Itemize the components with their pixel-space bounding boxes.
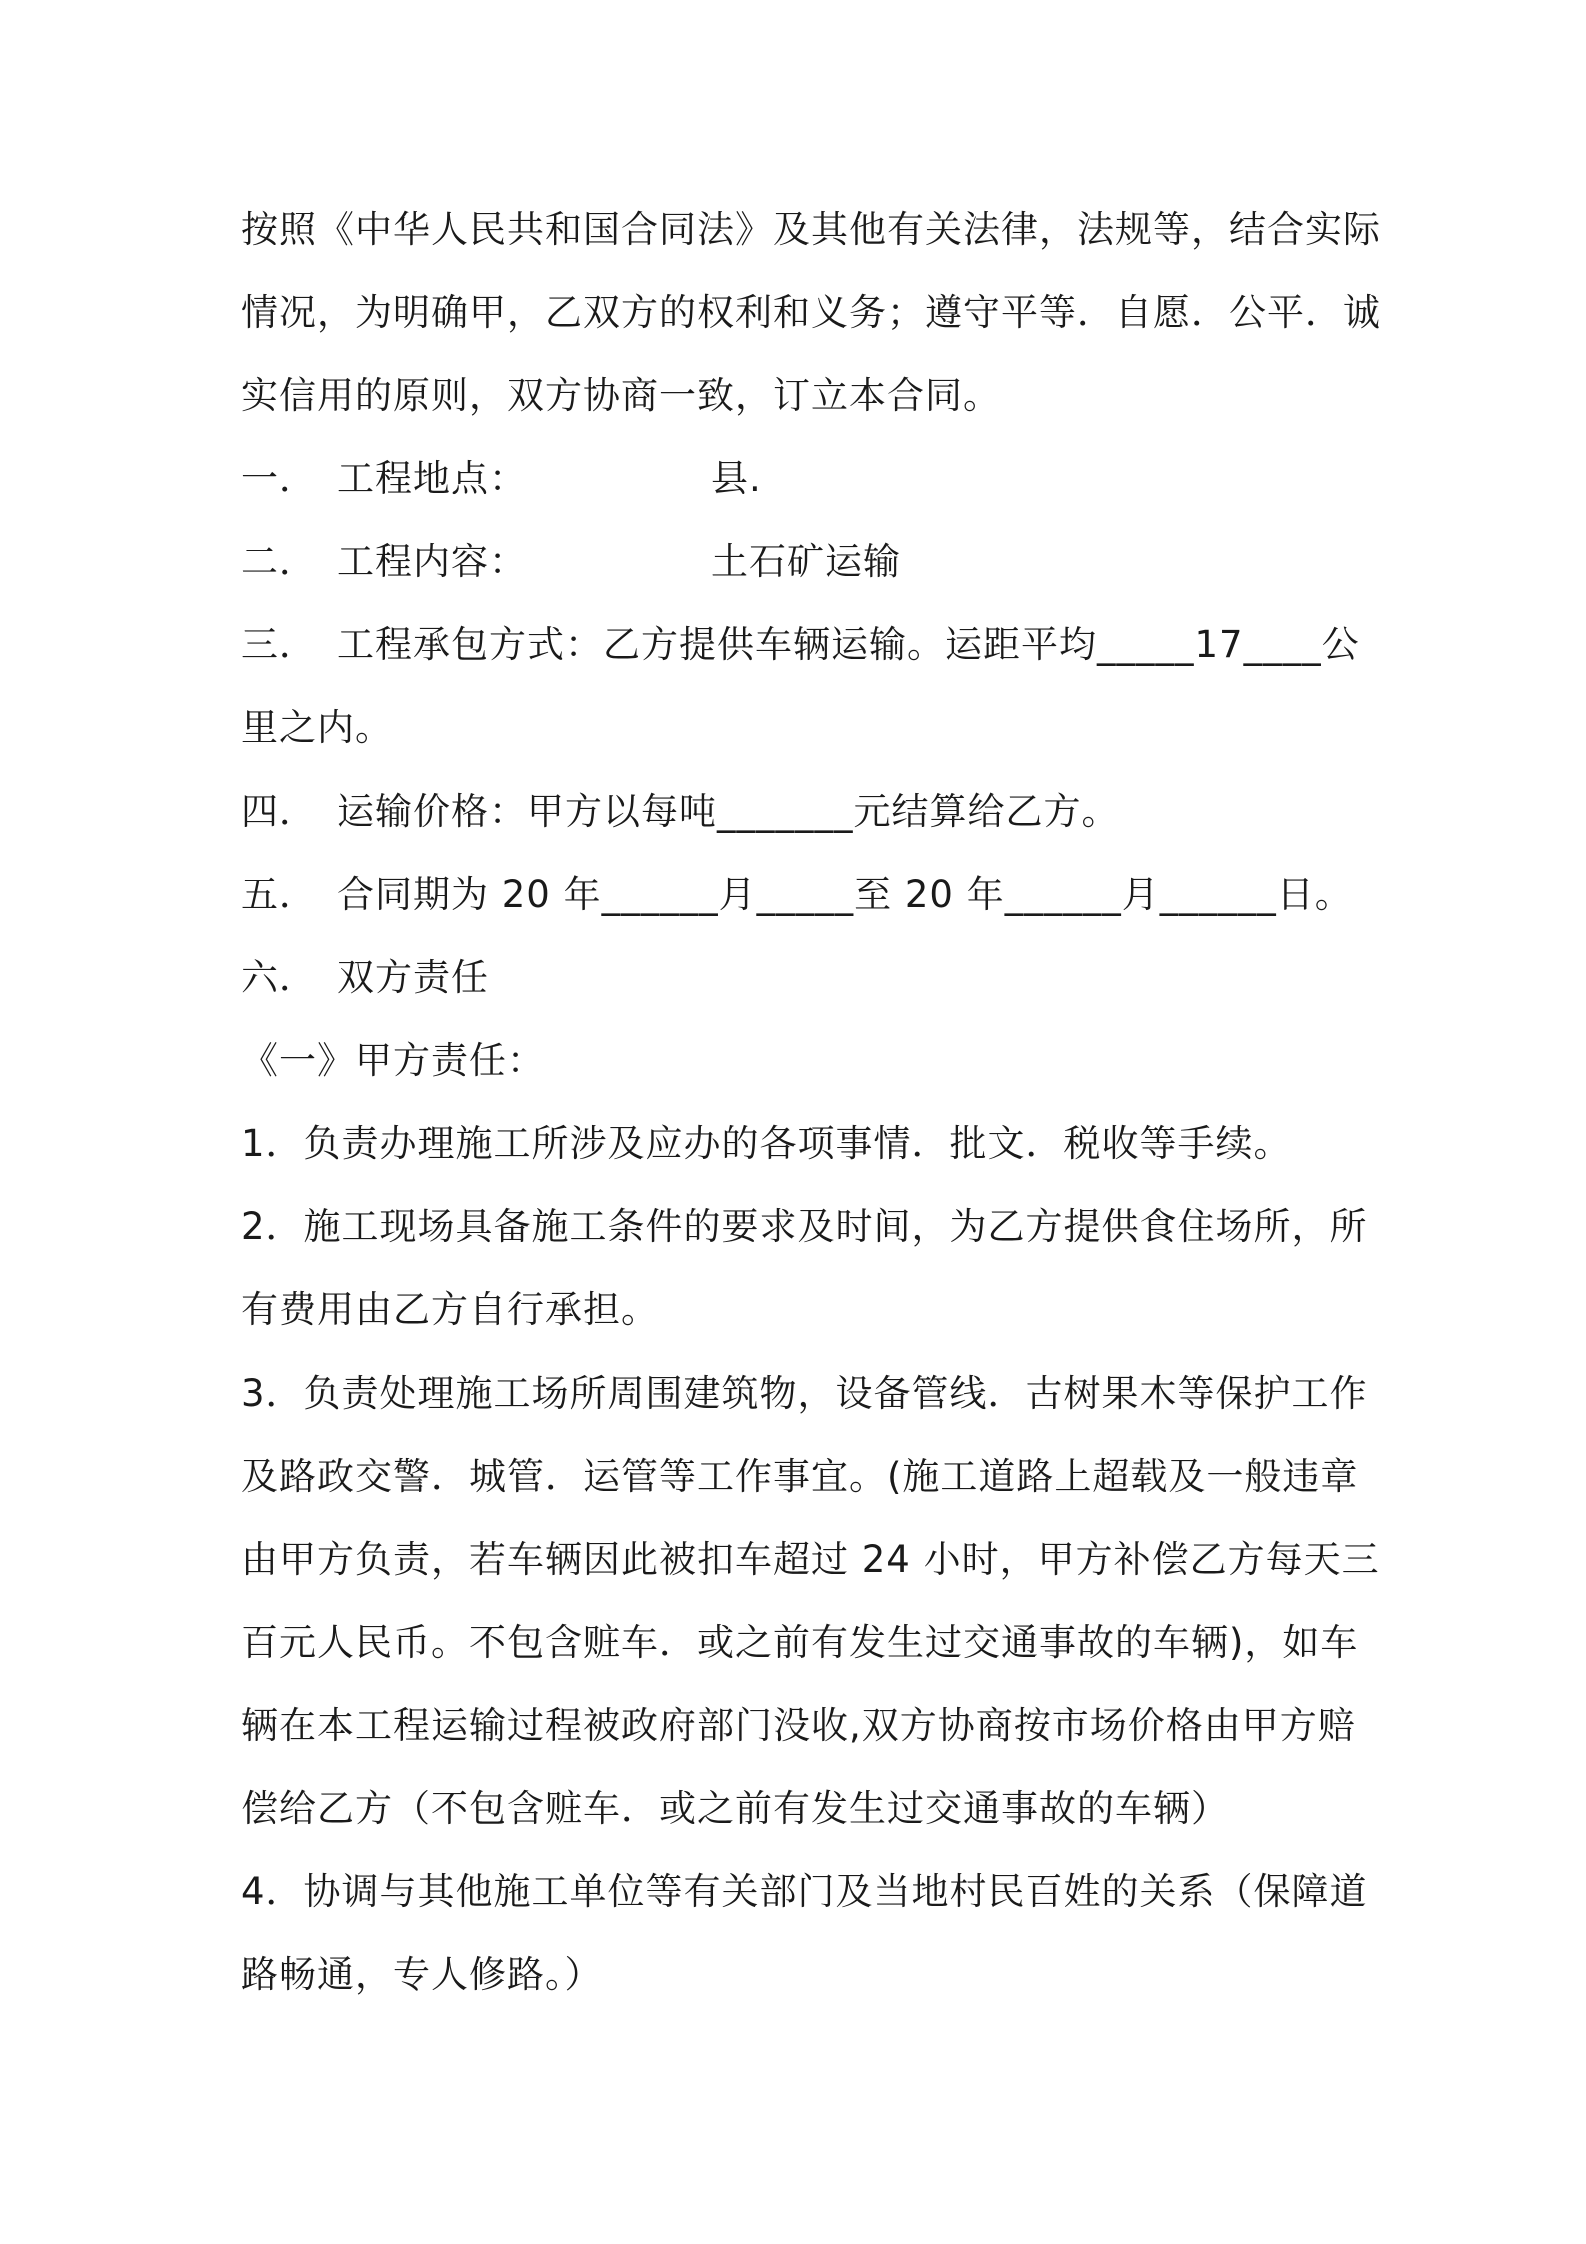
duty-line-11: 路畅通，专人修路。） [241, 1953, 603, 1996]
item-3-continuation: 里之内。 [241, 706, 393, 749]
duty-line-3: 有费用由乙方自行承担。 [241, 1288, 659, 1331]
duty-line-8: 辆在本工程运输过程被政府部门没收,双方协商按市场价格由甲方赔 [241, 1704, 1356, 1747]
duty-line-2: 2．施工现场具备施工条件的要求及时间，为乙方提供食住场所，所 [241, 1205, 1368, 1248]
item-2-value: 土石矿运输 [711, 540, 901, 583]
item-4-price [241, 782, 1361, 842]
item-5-text: 合同期为 20 年______月_____至 20 年______月______日。 [337, 873, 1353, 916]
item-3-text: 工程承包方式：乙方提供车辆运输。运距平均_____17____公 [337, 623, 1360, 666]
duty-line-5: 及路政交警．城管．运管等工作事宜。(施工道路上超载及一般违章 [241, 1455, 1359, 1498]
item-1-value: 县. [711, 457, 762, 500]
item-1-label: 工程地点： [337, 457, 527, 500]
duty-line-9: 偿给乙方（不包含赃车．或之前有发生过交通事故的车辆） [241, 1787, 1229, 1830]
intro-line-2: 情况，为明确甲，乙双方的权利和义务；遵守平等．自愿．公平．诚 [241, 291, 1381, 334]
intro-line-1: 按照《中华人民共和国合同法》及其他有关法律，法规等，结合实际 [241, 208, 1381, 251]
item-5-period [241, 865, 1361, 925]
item-4-number: 四． [241, 790, 317, 833]
item-1-number: 一． [241, 457, 317, 500]
duty-line-6: 由甲方负责，若车辆因此被扣车超过 24 小时，甲方补偿乙方每天三 [241, 1538, 1380, 1581]
item-4-text: 运输价格：甲方以每吨_______元结算给乙方。 [337, 790, 1120, 833]
item-6-responsibilities [241, 948, 1361, 1008]
item-6-text: 双方责任 [337, 956, 489, 999]
item-2-content [241, 532, 1361, 592]
item-2-number: 二． [241, 540, 317, 583]
duty-line-4: 3．负责处理施工场所周围建筑物，设备管线．古树果木等保护工作 [241, 1372, 1368, 1415]
item-3-number: 三． [241, 623, 317, 666]
duty-line-10: 4．协调与其他施工单位等有关部门及当地村民百姓的关系（保障道 [241, 1870, 1368, 1913]
item-5-number: 五． [241, 873, 317, 916]
item-2-label: 工程内容： [337, 540, 527, 583]
party-a-heading: 《一》甲方责任： [241, 1039, 545, 1082]
duty-line-1: 1．负责办理施工所涉及应办的各项事情．批文．税收等手续。 [241, 1122, 1292, 1165]
item-3-contract-mode [241, 615, 1361, 675]
item-1-location [241, 449, 1361, 509]
intro-line-3: 实信用的原则，双方协商一致，订立本合同。 [241, 374, 1001, 417]
item-6-number: 六． [241, 956, 317, 999]
duty-line-7: 百元人民币。不包含赃车．或之前有发生过交通事故的车辆)，如车 [241, 1621, 1359, 1664]
